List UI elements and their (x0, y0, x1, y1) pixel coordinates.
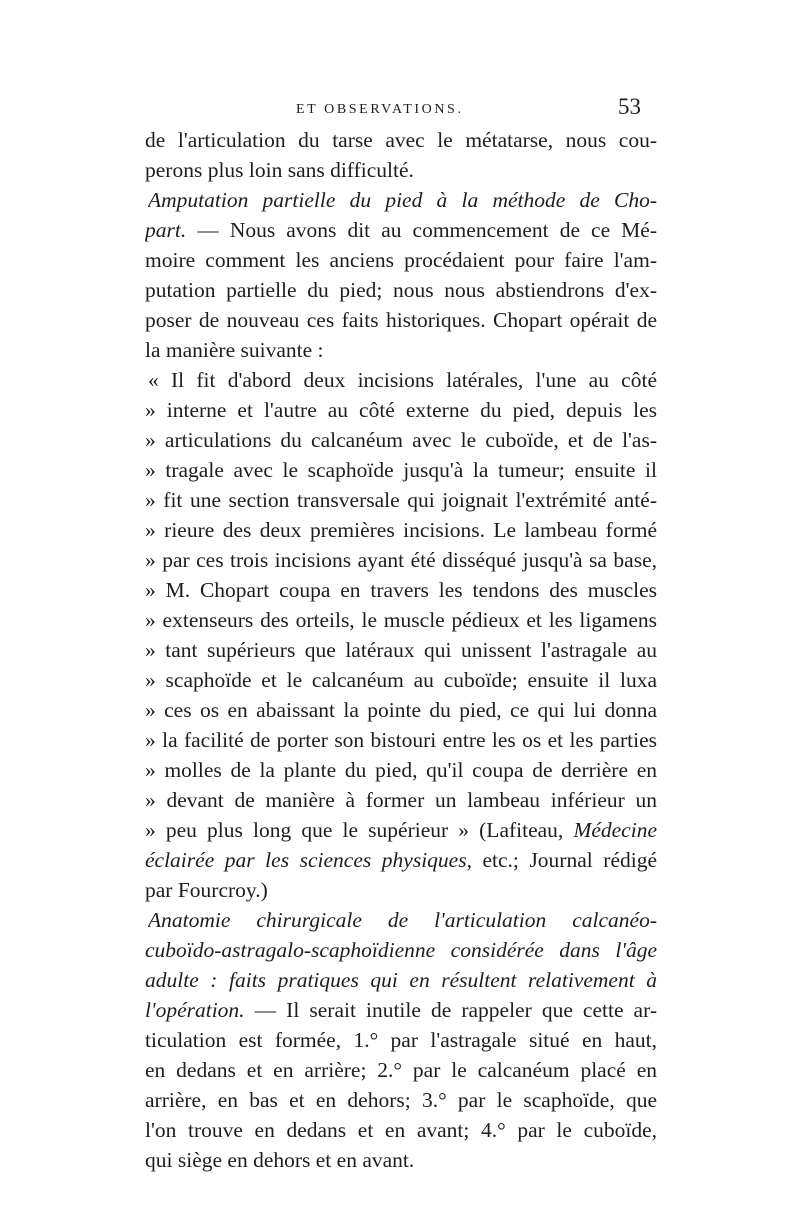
text-line: l'on trouve en dedans et en avant; 4.° par le cuboïde, (145, 1118, 657, 1142)
page-number: 53 (618, 94, 641, 119)
quote-line: » peu plus long que le supérieur » (Lafiteau, Médecine (145, 818, 657, 842)
section-heading-line: adulte : faits pratiques qui en résultent relativement à (145, 968, 657, 992)
text-line: de l'articulation du tarse avec le métatarse, nous cou- (145, 128, 657, 152)
text-line: arrière, en bas et en dehors; 3.° par le scaphoïde, que (145, 1088, 657, 1112)
text-line: perons plus loin sans difficulté. (145, 158, 414, 182)
citation-line: éclairée par les sciences physiques, etc.; Journal rédigé (145, 848, 657, 872)
quote-line: » tant supérieurs que latéraux qui unissent l'astragale au (145, 638, 657, 662)
quote-line: » devant de manière à former un lambeau inférieur un (145, 788, 657, 812)
text-line: moire comment les anciens procédaient pour faire l'am- (145, 248, 657, 272)
quote-line: » ces os en abaissant la pointe du pied, ce qui lui donna (145, 698, 657, 722)
section-heading-line: l'opération. — Il serait inutile de rappeler que cette ar- (145, 998, 657, 1022)
section-heading-line: cuboïdo-astragalo-scaphoïdienne considérée dans l'âge (145, 938, 657, 962)
text-line: poser de nouveau ces faits historiques. Chopart opérait de (145, 308, 657, 332)
quote-line: » interne et l'autre au côté externe du pied, depuis les (145, 398, 657, 422)
section-heading-line: Anatomie chirurgicale de l'articulation calcanéo- (148, 908, 657, 932)
section-heading-line: Amputation partielle du pied à la méthode de Cho- (148, 188, 657, 212)
quote-line: » articulations du calcanéum avec le cuboïde, et de l'as- (145, 428, 657, 452)
quote-line: » fit une section transversale qui joignait l'extrémité anté- (145, 488, 657, 512)
quote-line: » M. Chopart coupa en travers les tendons des muscles (145, 578, 657, 602)
quote-line: » rieure des deux premières incisions. Le lambeau formé (145, 518, 657, 542)
quote-line: » extenseurs des orteils, le muscle pédieux et les ligamens (145, 608, 657, 632)
quote-line: » la facilité de porter son bistouri entre les os et les parties (145, 728, 657, 752)
quote-line: » molles de la plante du pied, qu'il coupa de derrière en (145, 758, 657, 782)
text-line: la manière suivante : (145, 338, 324, 362)
text-line: ticulation est formée, 1.° par l'astragale situé en haut, (145, 1028, 657, 1052)
text-line: en dedans et en arrière; 2.° par le calcanéum placé en (145, 1058, 657, 1082)
text-line: putation partielle du pied; nous nous abstiendrons d'ex- (145, 278, 657, 302)
quote-line: » tragale avec le scaphoïde jusqu'à la tumeur; ensuite il (145, 458, 657, 482)
section-heading-line: part. — Nous avons dit au commencement de ce Mé- (145, 218, 657, 242)
citation-line: par Fourcroy.) (145, 878, 268, 902)
quote-line: » par ces trois incisions ayant été disséqué jusqu'à sa base, (145, 548, 657, 572)
text-line: qui siège en dehors et en avant. (145, 1148, 415, 1172)
quote-line: « Il fit d'abord deux incisions latérales, l'une au côté (148, 368, 657, 392)
running-head: ET OBSERVATIONS. (296, 102, 464, 117)
quote-line: » scaphoïde et le calcanéum au cuboïde; ensuite il luxa (145, 668, 657, 692)
